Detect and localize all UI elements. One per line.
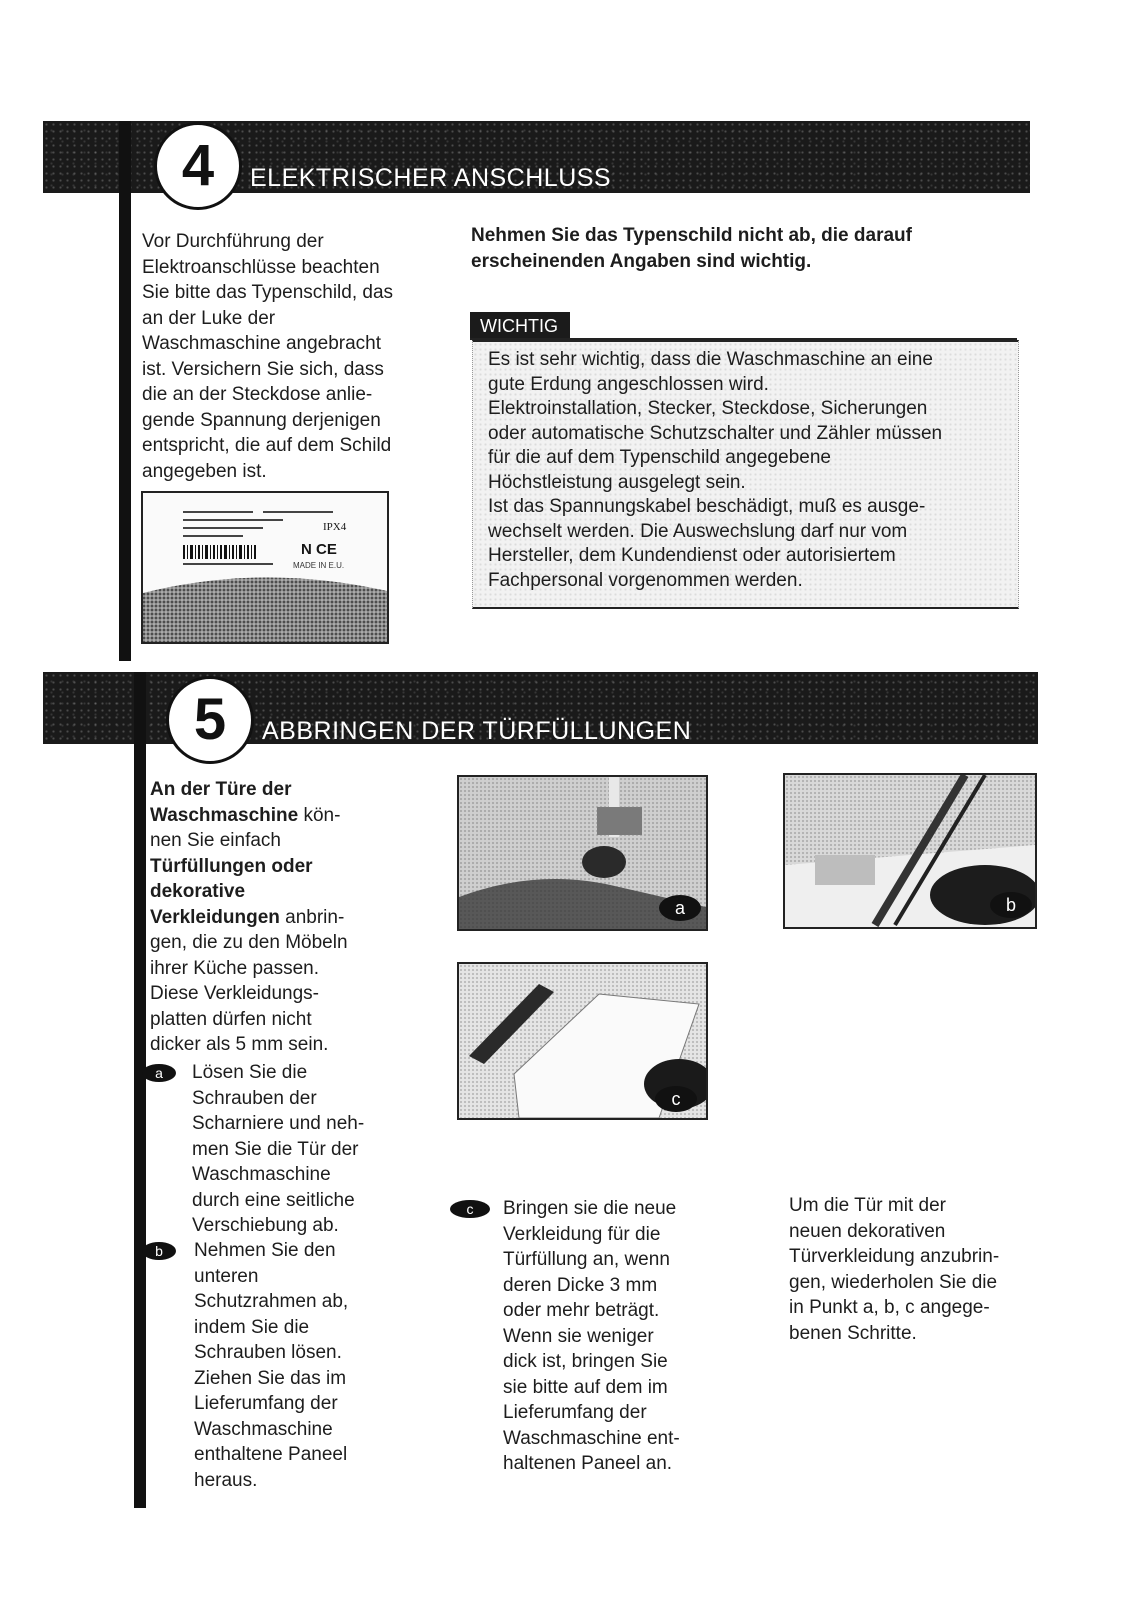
intro-line-text: gen, die zu den Möbeln <box>150 932 348 953</box>
text-line: Es ist sehr wichtig, dass die Waschmaschine an eine <box>488 349 933 370</box>
rating-plate-marks: N CE <box>301 541 337 558</box>
step-c-text <box>503 1196 720 1477</box>
intro-line-text: Waschmaschine <box>150 804 299 826</box>
intro-line <box>150 828 400 854</box>
text-line: erscheinenden Angaben sind wichtig. <box>471 250 812 272</box>
step-a-badge: a <box>142 1064 176 1082</box>
rating-plate-ipx: IPX4 <box>323 521 347 533</box>
intro-line-text: platten dürfen nicht <box>150 1008 312 1030</box>
intro-line-tail: anbrin- <box>279 906 345 928</box>
text-line: ist. Versichern Sie sich, dass <box>142 358 384 380</box>
step-b-text <box>194 1238 402 1493</box>
text-line: gute Erdung angeschlossen wird. <box>488 373 769 395</box>
rating-plate-image <box>141 491 389 644</box>
intro-line-text: dekorative <box>150 881 246 902</box>
text-line: heraus. <box>194 1469 258 1491</box>
text-line: Um die Tür mit der <box>789 1195 946 1216</box>
text-line: indem Sie die <box>194 1316 310 1338</box>
text-line: wechselt werden. Die Auswechslung darf nur vom <box>488 520 908 542</box>
text-line: Höchstleistung ausgelegt sein. <box>488 471 746 493</box>
text-line: Sie bitte das Typenschild, das <box>142 282 394 303</box>
text-line: Türfüllung an, wenn <box>503 1249 670 1270</box>
photo-a-label: a <box>659 895 701 921</box>
intro-line <box>150 981 400 1007</box>
section-4-number: 4 <box>154 122 242 210</box>
text-line: haltenen Paneel an. <box>503 1453 673 1474</box>
step-c <box>450 1196 720 1477</box>
text-line: Hersteller, dem Kundendienst oder autorisiertem <box>488 545 896 566</box>
intro-line-text: nen Sie einfach <box>150 830 281 851</box>
step-b-badge: b <box>142 1242 176 1260</box>
section-5-closing <box>789 1193 1049 1346</box>
photo-step-b <box>783 773 1037 929</box>
text-line: Schrauben lösen. <box>194 1342 342 1363</box>
section-4-keep-plate-note <box>471 223 1011 274</box>
text-line: oder automatische Schutzschalter und Zähler müssen <box>488 422 943 444</box>
text-line: men Sie die Tür der <box>192 1138 359 1160</box>
text-line: an der Luke der <box>142 307 276 329</box>
rating-plate-drawing <box>143 493 387 642</box>
text-line: oder mehr beträgt. <box>503 1300 660 1321</box>
intro-line <box>150 1032 400 1058</box>
text-line: gen, wiederholen Sie die <box>789 1271 998 1293</box>
text-line: Waschmaschine ent- <box>503 1427 680 1449</box>
intro-line <box>150 905 400 931</box>
intro-line <box>150 1007 400 1033</box>
text-line: dick ist, bringen Sie <box>503 1351 668 1372</box>
text-line: Verkleidung für die <box>503 1223 661 1245</box>
notice-label: WICHTIG <box>470 312 570 340</box>
section-5-intro <box>150 777 400 1058</box>
text-line: Waschmaschine <box>194 1418 333 1440</box>
intro-line-text: dicker als 5 mm sein. <box>150 1034 329 1055</box>
section-4-side-rule <box>119 121 131 661</box>
text-line: Fachpersonal vorgenommen werden. <box>488 569 803 591</box>
text-line: Lösen Sie die <box>192 1062 308 1083</box>
intro-line-text: ihrer Küche passen. <box>150 957 319 979</box>
text-line: Schutzrahmen ab, <box>194 1291 349 1312</box>
text-line: benen Schritte. <box>789 1322 917 1344</box>
intro-line <box>150 803 400 829</box>
step-b <box>142 1238 402 1493</box>
text-line: Vor Durchführung der <box>142 231 324 252</box>
photo-b-label: b <box>990 892 1032 918</box>
intro-line-text: Verkleidungen <box>150 906 280 928</box>
section-5-number: 5 <box>166 676 254 764</box>
intro-line <box>150 777 400 803</box>
text-line: Elektroinstallation, Stecker, Steckdose, Sicherungen <box>488 398 928 419</box>
text-line: entspricht, die auf dem Schild <box>142 435 392 456</box>
text-line: die an der Steckdose anlie- <box>142 384 373 405</box>
photo-c-label: c <box>655 1086 697 1112</box>
text-line: durch eine seitliche <box>192 1189 355 1211</box>
intro-line <box>150 930 400 956</box>
rating-plate-footer: MADE IN E.U. <box>293 561 345 570</box>
text-line: gende Spannung derjenigen <box>142 409 381 431</box>
text-line: Bringen sie die neue <box>503 1198 677 1219</box>
photo-step-c <box>457 962 708 1120</box>
text-line: angegeben ist. <box>142 460 267 482</box>
intro-line-tail: kön- <box>298 804 341 826</box>
text-line: Lieferumfang der <box>194 1393 338 1414</box>
text-line: Verschiebung ab. <box>192 1215 339 1236</box>
section-4-left-paragraph <box>142 229 442 484</box>
notice-text <box>488 348 1010 593</box>
notice-box <box>472 340 1019 609</box>
section-5-title: ABBRINGEN DER TÜRFÜLLUNGEN <box>262 717 692 745</box>
text-line: Elektroanschlüsse beachten <box>142 256 380 278</box>
intro-line <box>150 879 400 905</box>
step-a-text <box>192 1060 402 1239</box>
section-4-title: ELEKTRISCHER ANSCHLUSS <box>250 164 612 192</box>
intro-line <box>150 956 400 982</box>
text-line: sie bitte auf dem im <box>503 1376 668 1398</box>
intro-line-text: Diese Verkleidungs- <box>150 983 319 1004</box>
text-line: Wenn sie weniger <box>503 1325 654 1347</box>
intro-line-text: Türfüllungen oder <box>150 855 313 877</box>
text-line: Türverkleidung anzubrin- <box>789 1246 1000 1267</box>
text-line: Nehmen Sie das Typenschild nicht ab, die darauf <box>471 225 912 246</box>
text-line: Schrauben der <box>192 1087 317 1109</box>
text-line: Waschmaschine <box>192 1164 331 1185</box>
text-line: in Punkt a, b, c angege- <box>789 1297 990 1318</box>
text-line: Ist das Spannungskabel beschädigt, muß es ausge- <box>488 496 926 517</box>
step-c-badge: c <box>450 1200 490 1218</box>
text-line: Waschmaschine angebracht <box>142 333 382 354</box>
text-line: neuen dekorativen <box>789 1220 946 1242</box>
intro-line-text: An der Türe der <box>150 779 292 800</box>
photo-step-a <box>457 775 708 931</box>
text-line: Scharniere und neh- <box>192 1113 365 1134</box>
text-line: für die auf dem Typenschild angegebene <box>488 447 831 468</box>
text-line: Ziehen Sie das im <box>194 1367 347 1389</box>
text-line: unteren <box>194 1265 259 1287</box>
intro-line <box>150 854 400 880</box>
text-line: deren Dicke 3 mm <box>503 1274 658 1296</box>
text-line: Nehmen Sie den <box>194 1240 336 1261</box>
text-line: enthaltene Paneel <box>194 1444 348 1465</box>
text-line: Lieferumfang der <box>503 1402 647 1423</box>
step-a <box>142 1060 402 1239</box>
